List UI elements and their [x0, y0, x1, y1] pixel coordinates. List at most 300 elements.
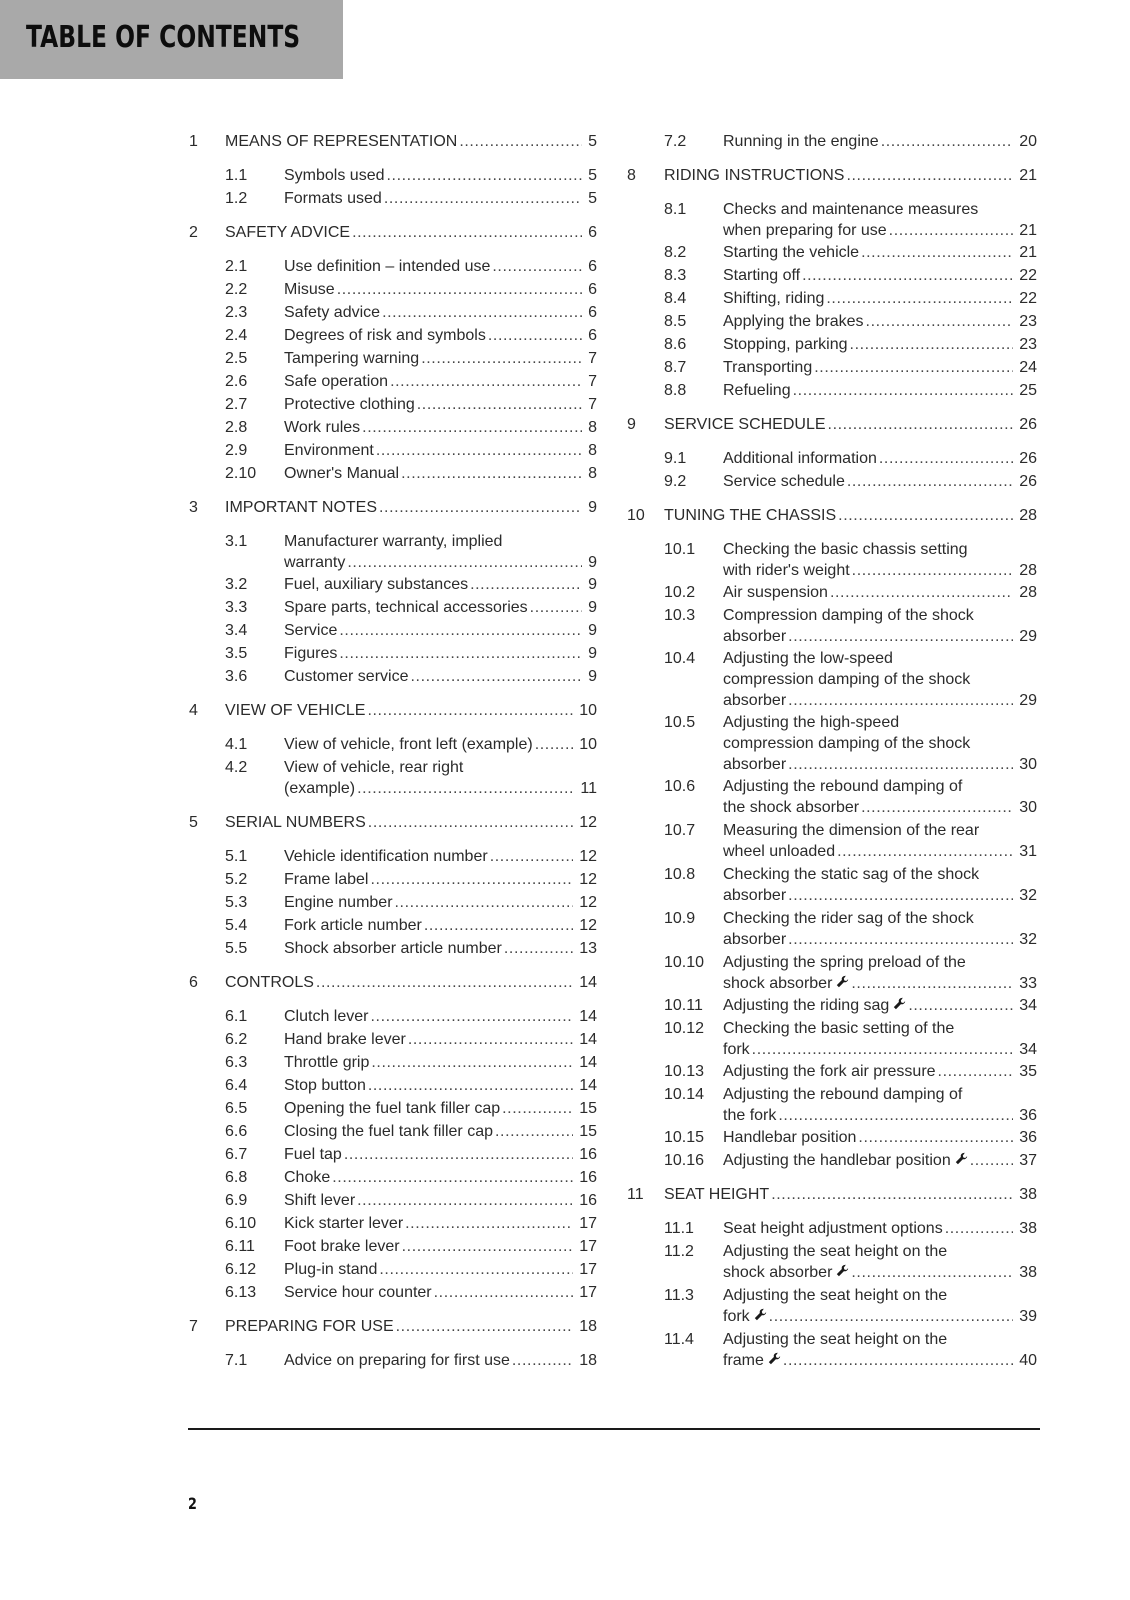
toc-entry-number: 6.10 — [225, 1215, 257, 1232]
toc-section-entry[interactable] — [664, 288, 1037, 309]
toc-section-entry[interactable] — [664, 265, 1037, 286]
toc-entry-number: 11.3 — [664, 1287, 694, 1304]
toc-page-number: 5 — [588, 190, 597, 207]
dot-leader — [837, 841, 1013, 862]
toc-entry-number: 5.4 — [225, 917, 248, 934]
toc-entry-title: MEANS OF REPRESENTATION — [225, 133, 458, 150]
toc-section-entry[interactable] — [225, 279, 597, 300]
dot-leader — [368, 1075, 573, 1096]
toc-chapter-entry[interactable] — [627, 165, 1037, 186]
toc-section-entry[interactable] — [225, 643, 597, 664]
toc-entry-title: shock absorber — [723, 1264, 833, 1281]
dot-leader — [382, 302, 582, 323]
toc-page-number: 30 — [1019, 799, 1037, 816]
toc-entry-number: 11.1 — [664, 1220, 694, 1237]
wrench-icon — [955, 1150, 968, 1171]
wrench-icon — [754, 1306, 767, 1327]
toc-entry-number: 10.3 — [664, 607, 696, 624]
toc-page-number: 10 — [579, 702, 597, 719]
dot-leader — [866, 311, 1014, 332]
toc-page-number: 12 — [579, 814, 597, 831]
dot-leader — [752, 1039, 1014, 1060]
toc-entry-title: absorber — [723, 628, 787, 645]
toc-section-entry[interactable] — [225, 892, 597, 913]
toc-section-entry[interactable] — [664, 1084, 1037, 1126]
toc-entry-title: Applying the brakes — [723, 313, 864, 330]
toc-entry-number: 10.11 — [664, 997, 703, 1014]
toc-entry-number: 8.3 — [664, 267, 687, 284]
toc-page-number: 17 — [579, 1284, 597, 1301]
toc-entry-number: 7.1 — [225, 1352, 248, 1369]
toc-chapter-entry[interactable] — [627, 1184, 1037, 1205]
toc-section-entry[interactable] — [664, 1127, 1037, 1148]
toc-entry-title: Vehicle identification number — [284, 848, 488, 865]
toc-entry-title: Safe operation — [284, 373, 389, 390]
toc-section-entry[interactable] — [664, 311, 1037, 332]
toc-entry-title-line: Checking the static sag of the shock — [723, 866, 980, 883]
toc-entry-title: Service schedule — [723, 473, 845, 490]
dot-leader — [344, 1144, 573, 1165]
toc-entry-title: the fork — [723, 1107, 777, 1124]
toc-page-number: 6 — [588, 327, 597, 344]
toc-section-entry[interactable] — [225, 597, 597, 618]
toc-entry-number: 8.7 — [664, 359, 687, 376]
toc-entry-title: shock absorber — [723, 975, 833, 992]
dot-leader — [970, 1150, 1013, 1171]
toc-entry-title: Kick starter lever — [284, 1215, 404, 1232]
toc-section-entry[interactable] — [225, 325, 597, 346]
dot-leader — [339, 643, 582, 664]
toc-page-number: 6 — [588, 258, 597, 275]
toc-section-entry[interactable] — [225, 846, 597, 867]
toc-entry-title: Handlebar position — [723, 1129, 857, 1146]
dot-leader — [850, 334, 1014, 355]
toc-page-number: 15 — [579, 1123, 597, 1140]
toc-entry-title: Fork article number — [284, 917, 422, 934]
toc-page-number: 23 — [1019, 313, 1037, 330]
toc-page-number: 15 — [579, 1100, 597, 1117]
dot-leader — [362, 417, 582, 438]
toc-section-entry[interactable] — [664, 1329, 1037, 1371]
toc-entry-title-line: Adjusting the seat height on the — [723, 1287, 948, 1304]
dot-leader — [788, 885, 1013, 906]
toc-section-entry[interactable] — [664, 952, 1037, 994]
toc-page-number: 26 — [1019, 473, 1037, 490]
toc-page-number: 14 — [579, 1054, 597, 1071]
toc-section-entry[interactable] — [664, 712, 1037, 775]
toc-section-entry[interactable] — [664, 864, 1037, 906]
dot-leader — [424, 915, 573, 936]
toc-page-number: 9 — [588, 645, 597, 662]
toc-section-entry[interactable] — [664, 131, 1037, 152]
toc-section-entry[interactable] — [664, 605, 1037, 647]
toc-entry-number: 2.2 — [225, 281, 248, 298]
toc-page-number: 14 — [579, 1008, 597, 1025]
toc-page-number: 18 — [579, 1318, 597, 1335]
toc-entry-title-line: Checking the basic setting of the — [723, 1020, 955, 1037]
toc-section-entry[interactable] — [664, 582, 1037, 603]
toc-section-entry[interactable] — [225, 1213, 597, 1234]
toc-entry-title: Symbols used — [284, 167, 385, 184]
toc-section-entry[interactable] — [664, 648, 1037, 711]
toc-entry-number: 10.1 — [664, 541, 696, 558]
toc-section-entry[interactable] — [225, 734, 597, 755]
dot-leader — [488, 325, 582, 346]
toc-section-entry[interactable] — [664, 1218, 1037, 1239]
toc-page-number: 40 — [1019, 1352, 1037, 1369]
toc-entry-title: Starting off — [723, 267, 801, 284]
toc-section-entry[interactable] — [225, 394, 597, 415]
toc-entry-number: 1 — [189, 133, 198, 150]
dot-leader — [417, 394, 582, 415]
toc-entry-number: 2.7 — [225, 396, 248, 413]
toc-section-entry[interactable] — [664, 539, 1037, 581]
toc-section-entry[interactable] — [664, 820, 1037, 862]
toc-section-entry[interactable] — [225, 348, 597, 369]
toc-section-entry[interactable] — [664, 471, 1037, 492]
toc-page-number: 28 — [1019, 584, 1037, 601]
dot-leader — [504, 938, 573, 959]
toc-section-entry[interactable] — [225, 1075, 597, 1096]
toc-page-number: 17 — [579, 1215, 597, 1232]
dot-leader — [830, 582, 1013, 603]
toc-chapter-entry[interactable] — [627, 414, 1037, 435]
dot-leader — [402, 1236, 574, 1257]
toc-page-number: 26 — [1019, 416, 1037, 433]
toc-entry-number: 4.2 — [225, 759, 248, 776]
toc-entry-title: IMPORTANT NOTES — [225, 499, 378, 516]
toc-page-number: 12 — [579, 871, 597, 888]
toc-page-number: 37 — [1019, 1152, 1037, 1169]
dot-leader — [332, 1167, 573, 1188]
dot-leader — [405, 1213, 573, 1234]
dot-leader — [396, 1316, 574, 1337]
toc-section-entry[interactable] — [664, 995, 1037, 1016]
toc-section-entry[interactable] — [664, 1285, 1037, 1327]
toc-entry-number: 11.2 — [664, 1243, 694, 1260]
toc-section-entry[interactable] — [225, 1144, 597, 1165]
dot-leader — [352, 222, 582, 243]
dot-leader — [368, 812, 573, 833]
toc-page-number: 14 — [579, 1077, 597, 1094]
dot-leader — [945, 1218, 1014, 1239]
dot-leader — [490, 846, 574, 867]
header-banner — [0, 0, 343, 79]
toc-chapter-entry[interactable] — [189, 131, 597, 152]
toc-entry-title: Customer service — [284, 668, 409, 685]
dot-leader — [387, 165, 583, 186]
toc-page-number: 31 — [1019, 843, 1037, 860]
dot-leader — [492, 256, 582, 277]
dot-leader — [826, 288, 1013, 309]
toc-entry-title: Frame label — [284, 871, 369, 888]
toc-entry-title: Running in the engine — [723, 133, 879, 150]
toc-page-number: 6 — [588, 304, 597, 321]
toc-entry-title: Starting the vehicle — [723, 244, 860, 261]
toc-entry-title: Shock absorber article number — [284, 940, 502, 957]
toc-entry-number: 6.4 — [225, 1077, 248, 1094]
toc-entry-number: 10.5 — [664, 714, 696, 731]
toc-entry-number: 7 — [189, 1318, 198, 1335]
toc-entry-number: 6.9 — [225, 1192, 248, 1209]
toc-section-entry[interactable] — [225, 869, 597, 890]
footer-divider — [188, 1428, 1040, 1430]
dot-leader — [370, 1006, 573, 1027]
toc-entry-title: Closing the fuel tank filler cap — [284, 1123, 493, 1140]
toc-section-entry[interactable] — [664, 199, 1037, 241]
toc-section-entry[interactable] — [225, 165, 597, 186]
toc-entry-title-line: Checking the basic chassis setting — [723, 541, 968, 558]
toc-section-entry[interactable] — [664, 380, 1037, 401]
toc-page-number: 7 — [588, 373, 597, 390]
toc-entry-number: 2.4 — [225, 327, 248, 344]
toc-chapter-entry[interactable] — [189, 1316, 597, 1337]
dot-leader — [908, 995, 1013, 1016]
toc-section-entry[interactable] — [664, 1018, 1037, 1060]
toc-entry-title: absorber — [723, 887, 787, 904]
dot-leader — [421, 348, 582, 369]
toc-entry-number: 10.6 — [664, 778, 696, 795]
toc-entry-title: Transporting — [723, 359, 813, 376]
toc-entry-title: absorber — [723, 931, 787, 948]
toc-page-number: 32 — [1019, 887, 1037, 904]
dot-leader — [852, 560, 1014, 581]
toc-page-number: 17 — [579, 1261, 597, 1278]
toc-page-number: 24 — [1019, 359, 1037, 376]
toc-entry-title: Foot brake lever — [284, 1238, 400, 1255]
toc-entry-number: 6.12 — [225, 1261, 257, 1278]
toc-entry-title: Safety advice — [284, 304, 381, 321]
toc-page-number: 21 — [1019, 244, 1037, 261]
toc-entry-number: 5.5 — [225, 940, 248, 957]
toc-section-entry[interactable] — [225, 1029, 597, 1050]
toc-entry-number: 10.10 — [664, 954, 705, 971]
toc-entry-title: PREPARING FOR USE — [225, 1318, 394, 1335]
toc-entry-title: Adjusting the fork air pressure — [723, 1063, 936, 1080]
toc-entry-number: 10.15 — [664, 1129, 705, 1146]
dot-leader — [793, 380, 1014, 401]
toc-section-entry[interactable] — [225, 188, 597, 209]
toc-section-entry[interactable] — [225, 302, 597, 323]
toc-section-entry[interactable] — [664, 776, 1037, 818]
dot-leader — [337, 279, 582, 300]
toc-entry-number: 2.8 — [225, 419, 248, 436]
toc-page-number: 22 — [1019, 290, 1037, 307]
dot-leader — [401, 463, 582, 484]
toc-page-number: 38 — [1019, 1220, 1037, 1237]
toc-page-number: 16 — [579, 1192, 597, 1209]
dot-leader — [889, 220, 1014, 241]
toc-entry-title: Opening the fuel tank filler cap — [284, 1100, 501, 1117]
dot-leader — [788, 690, 1013, 711]
wrench-icon — [836, 1262, 849, 1283]
toc-section-entry[interactable] — [664, 1061, 1037, 1082]
toc-section-entry[interactable] — [225, 1282, 597, 1303]
toc-entry-title-line: Checks and maintenance measures — [723, 201, 979, 218]
toc-section-entry[interactable] — [664, 1150, 1037, 1171]
page-title: TABLE OF CONTENTS — [26, 20, 301, 55]
toc-entry-title: Service — [284, 622, 338, 639]
toc-page-number: 21 — [1019, 222, 1037, 239]
toc-section-entry[interactable] — [225, 1190, 597, 1211]
dot-leader — [535, 734, 574, 755]
toc-entry-number: 8.4 — [664, 290, 687, 307]
toc-section-entry[interactable] — [225, 620, 597, 641]
toc-entry-number: 3.2 — [225, 576, 248, 593]
dot-leader — [838, 505, 1013, 526]
dot-leader — [316, 972, 573, 993]
toc-entry-number: 6.6 — [225, 1123, 248, 1140]
toc-page-number: 32 — [1019, 931, 1037, 948]
toc-section-entry[interactable] — [225, 1098, 597, 1119]
toc-section-entry[interactable] — [664, 448, 1037, 469]
toc-section-entry[interactable] — [225, 1006, 597, 1027]
toc-page-number: 12 — [579, 894, 597, 911]
toc-entry-title: Clutch lever — [284, 1008, 369, 1025]
dot-leader — [357, 778, 574, 799]
toc-section-entry[interactable] — [225, 256, 597, 277]
toc-section-entry[interactable] — [664, 1241, 1037, 1283]
toc-section-entry[interactable] — [225, 757, 597, 799]
toc-section-entry[interactable] — [225, 463, 597, 484]
dot-leader — [851, 1262, 1013, 1283]
toc-chapter-entry[interactable] — [189, 972, 597, 993]
dot-leader — [339, 620, 582, 641]
dot-leader — [847, 471, 1013, 492]
toc-entry-title-line: Adjusting the low-speed — [723, 650, 893, 667]
toc-page-number: 34 — [1019, 997, 1037, 1014]
toc-section-entry[interactable] — [664, 334, 1037, 355]
toc-section-entry[interactable] — [225, 1167, 597, 1188]
toc-entry-title: Choke — [284, 1169, 331, 1186]
dot-leader — [367, 700, 573, 721]
dot-leader — [881, 131, 1014, 152]
toc-chapter-entry[interactable] — [189, 812, 597, 833]
toc-page-number: 6 — [588, 281, 597, 298]
toc-entry-title-line: Adjusting the spring preload of the — [723, 954, 966, 971]
toc-section-entry[interactable] — [225, 1236, 597, 1257]
toc-entry-title-line: View of vehicle, rear right — [284, 759, 464, 776]
toc-entry-title: Misuse — [284, 281, 335, 298]
dot-leader — [347, 552, 582, 573]
toc-entry-title: Adjusting the riding sag — [723, 997, 890, 1014]
toc-page-number: 16 — [579, 1146, 597, 1163]
dot-leader — [771, 1184, 1013, 1205]
toc-entry-number: 5.3 — [225, 894, 248, 911]
toc-entry-number: 2.3 — [225, 304, 248, 321]
toc-page-number: 25 — [1019, 382, 1037, 399]
toc-page-number: 36 — [1019, 1107, 1037, 1124]
toc-entry-title: absorber — [723, 692, 787, 709]
dot-leader — [858, 1127, 1013, 1148]
toc-page-number: 38 — [1019, 1264, 1037, 1281]
toc-entry-number: 3.1 — [225, 533, 248, 550]
toc-chapter-entry[interactable] — [189, 222, 597, 243]
toc-entry-number: 8.6 — [664, 336, 687, 353]
toc-page-number: 30 — [1019, 756, 1037, 773]
dot-leader — [783, 1350, 1013, 1371]
dot-leader — [778, 1105, 1013, 1126]
toc-chapter-entry[interactable] — [189, 497, 597, 518]
toc-entry-number: 9 — [627, 416, 636, 433]
toc-entry-title-line: Measuring the dimension of the rear — [723, 822, 980, 839]
toc-section-entry[interactable] — [225, 531, 597, 573]
toc-page-number: 9 — [588, 668, 597, 685]
toc-page-number: 36 — [1019, 1129, 1037, 1146]
toc-page-number: 34 — [1019, 1041, 1037, 1058]
toc-page-number: 23 — [1019, 336, 1037, 353]
toc-entry-number: 2.10 — [225, 465, 257, 482]
toc-entry-number: 2.1 — [225, 258, 248, 275]
toc-section-entry[interactable] — [225, 1052, 597, 1073]
toc-page-number: 12 — [579, 917, 597, 934]
toc-entry-title: SERIAL NUMBERS — [225, 814, 366, 831]
dot-leader — [814, 357, 1013, 378]
toc-page-number: 38 — [1019, 1186, 1037, 1203]
toc-page-number: 10 — [579, 736, 597, 753]
toc-entry-number: 6 — [189, 974, 198, 991]
dot-leader — [376, 440, 582, 461]
toc-section-entry[interactable] — [225, 440, 597, 461]
toc-entry-number: 6.2 — [225, 1031, 248, 1048]
toc-page-number: 9 — [588, 622, 597, 639]
toc-section-entry[interactable] — [225, 938, 597, 959]
toc-entry-number: 6.7 — [225, 1146, 248, 1163]
dot-leader — [846, 165, 1013, 186]
toc-entry-number: 3 — [189, 499, 198, 516]
toc-entry-title: (example) — [284, 780, 356, 797]
toc-entry-number: 11.4 — [664, 1331, 694, 1348]
toc-entry-number: 8.8 — [664, 382, 687, 399]
toc-entry-title: Adjusting the handlebar position — [723, 1152, 951, 1169]
toc-section-entry[interactable] — [225, 915, 597, 936]
toc-section-entry[interactable] — [225, 371, 597, 392]
toc-page-number: 5 — [588, 133, 597, 150]
toc-entry-number: 8.2 — [664, 244, 687, 261]
toc-chapter-entry[interactable] — [627, 505, 1037, 526]
toc-entry-title-line: compression damping of the shock — [723, 671, 971, 688]
toc-section-entry[interactable] — [225, 417, 597, 438]
toc-section-entry[interactable] — [225, 574, 597, 595]
toc-entry-number: 10.13 — [664, 1063, 705, 1080]
dot-leader — [434, 1282, 574, 1303]
toc-chapter-entry[interactable] — [189, 700, 597, 721]
toc-entry-title: when preparing for use — [723, 222, 887, 239]
toc-section-entry[interactable] — [225, 1259, 597, 1280]
toc-section-entry[interactable] — [225, 1350, 597, 1371]
toc-entry-title: Seat height adjustment options — [723, 1220, 943, 1237]
toc-section-entry[interactable] — [664, 357, 1037, 378]
dot-leader — [861, 242, 1013, 263]
dot-leader — [851, 973, 1013, 994]
toc-entry-title: Additional information — [723, 450, 877, 467]
dot-leader — [512, 1350, 573, 1371]
toc-entry-title: Advice on preparing for first use — [284, 1352, 510, 1369]
toc-entry-number: 10.7 — [664, 822, 696, 839]
dot-leader — [379, 1259, 573, 1280]
toc-section-entry[interactable] — [225, 666, 597, 687]
toc-section-entry[interactable] — [664, 242, 1037, 263]
toc-entry-title: Owner's Manual — [284, 465, 400, 482]
toc-page-number: 6 — [588, 224, 597, 241]
toc-entry-title: Air suspension — [723, 584, 828, 601]
toc-entry-number: 3.6 — [225, 668, 248, 685]
toc-section-entry[interactable] — [225, 1121, 597, 1142]
toc-entry-number: 10.14 — [664, 1086, 705, 1103]
toc-section-entry[interactable] — [664, 908, 1037, 950]
toc-entry-number: 6.5 — [225, 1100, 248, 1117]
toc-entry-title: SEAT HEIGHT — [664, 1186, 770, 1203]
